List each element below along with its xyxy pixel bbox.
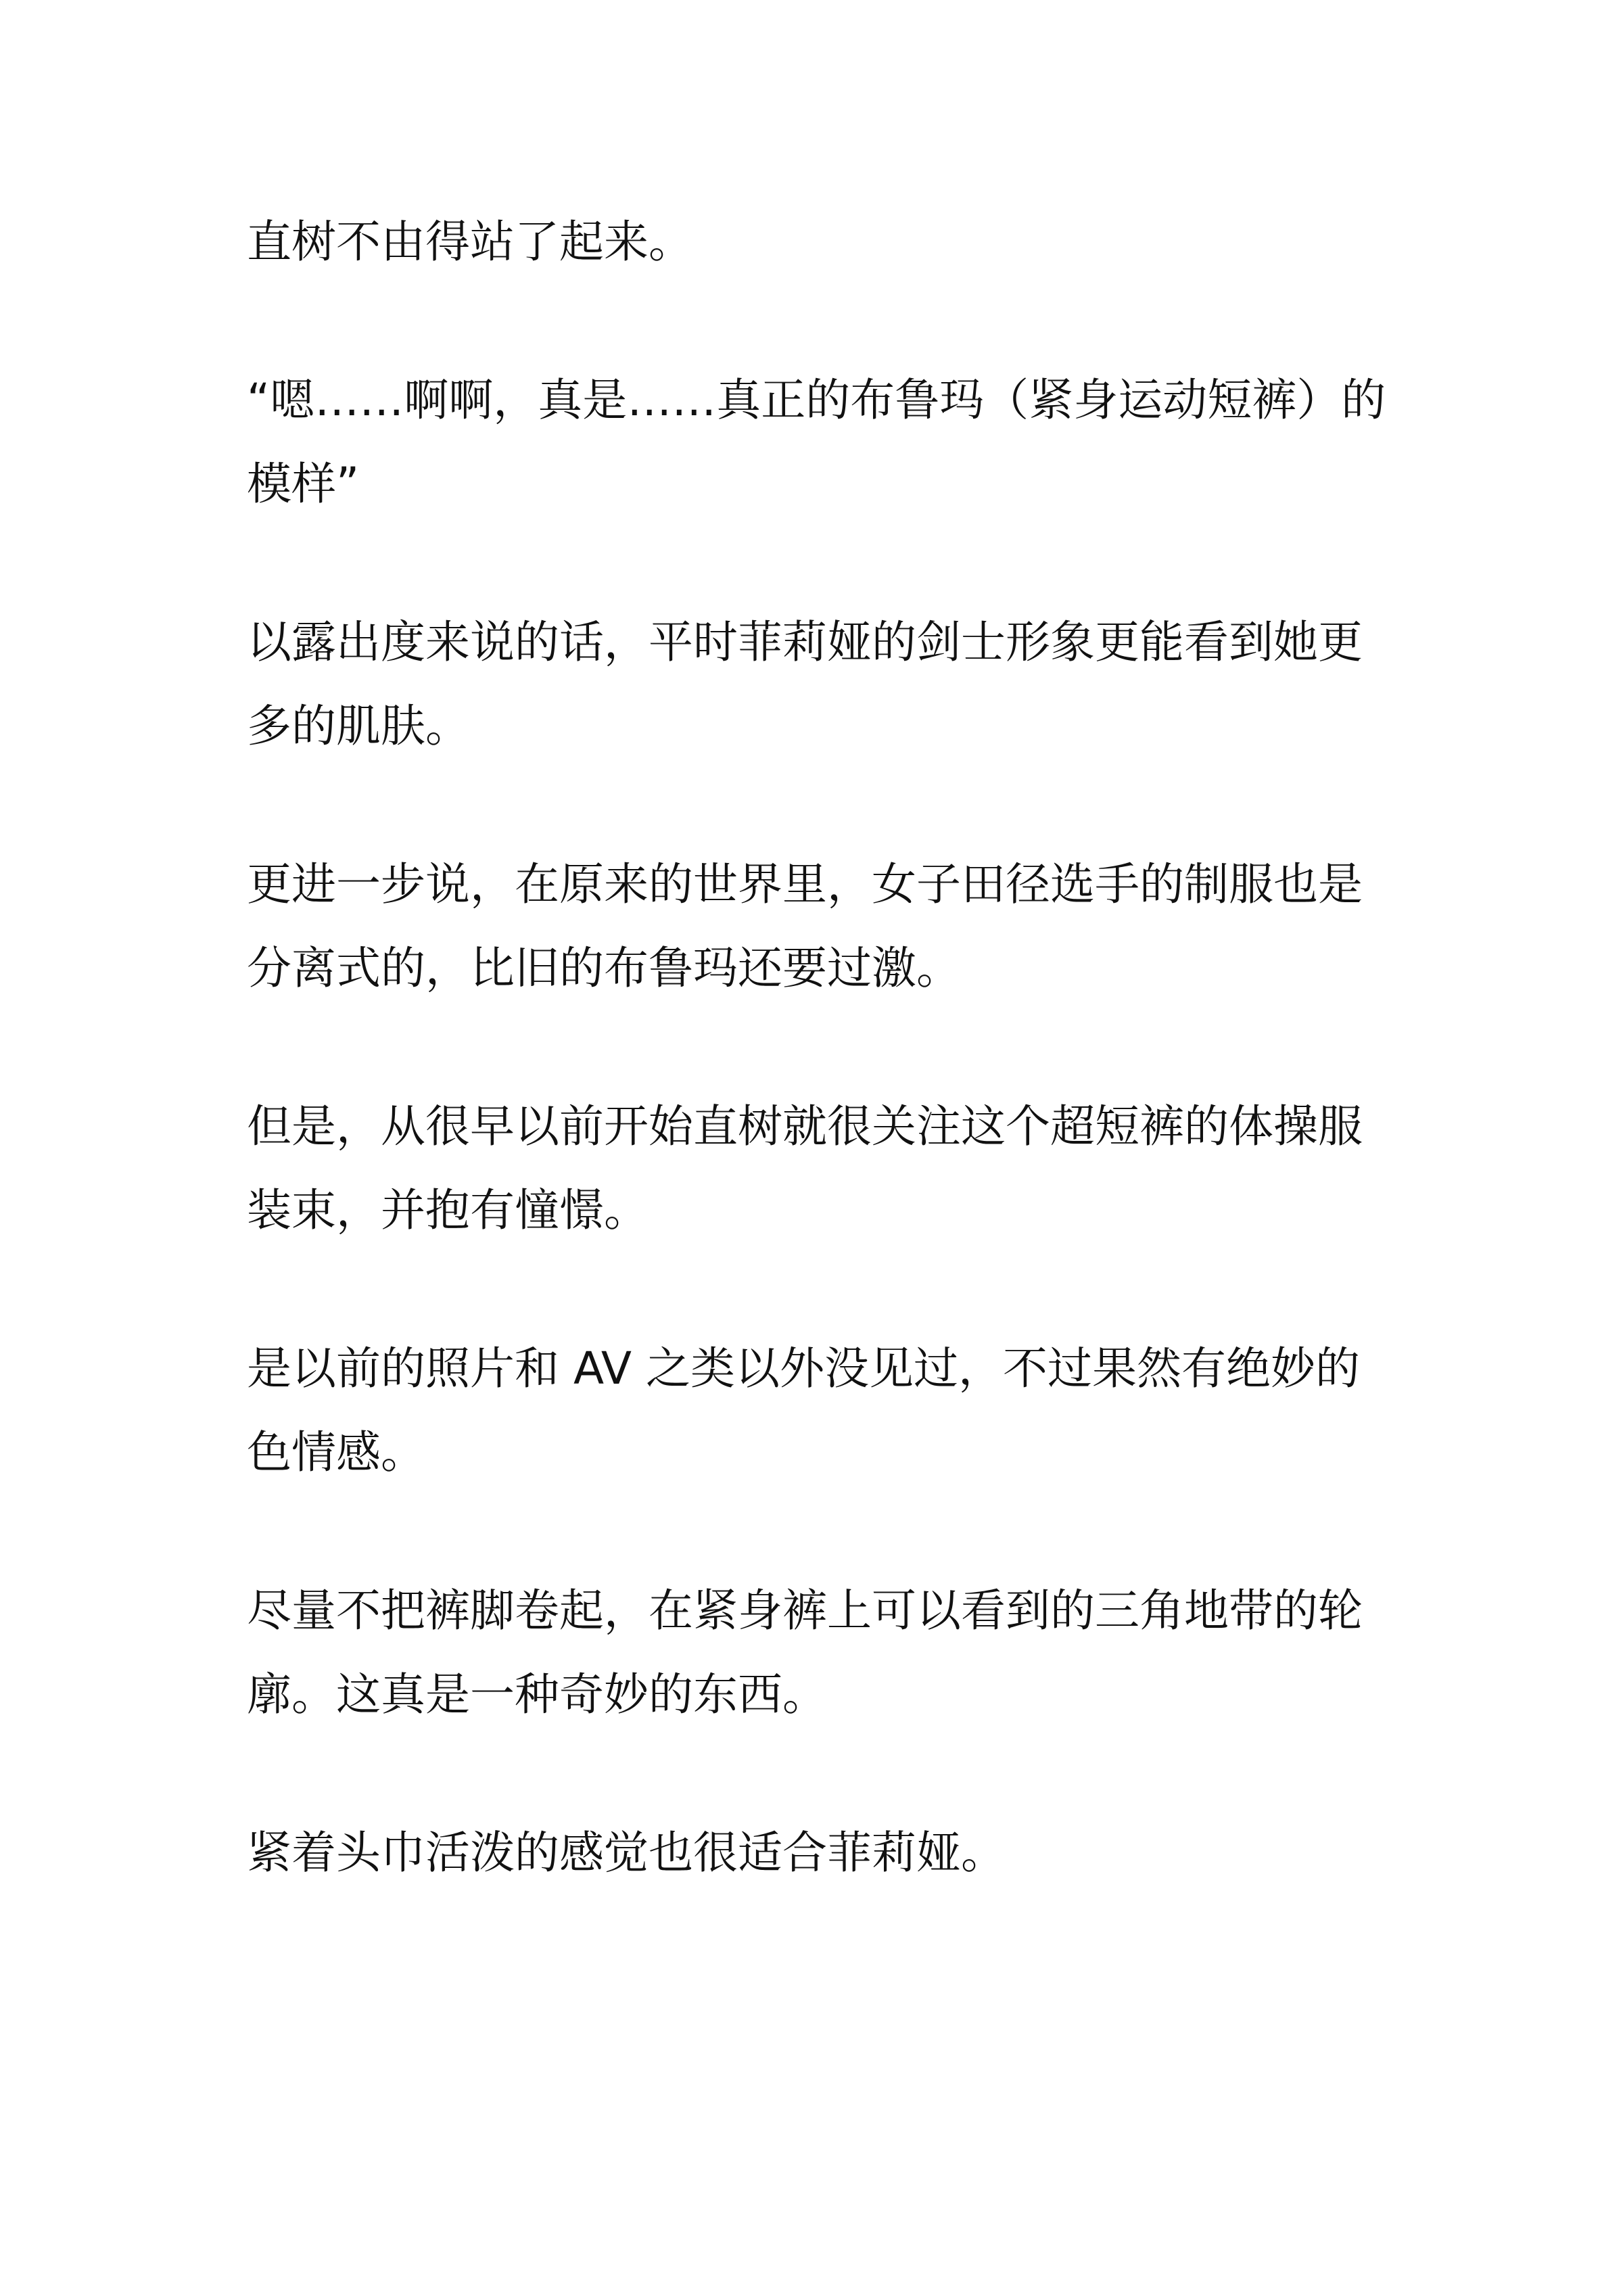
paragraph: 但是，从很早以前开始直树就很关注这个超短裤的体操服装束，并抱有憧憬。 <box>247 1100 1363 1236</box>
paragraph: 更进一步说，在原来的世界里，女子田径选手的制服也是分离式的，比旧的布鲁玛还要过激。 <box>247 858 1363 994</box>
paragraph: 以露出度来说的话，平时菲莉娅的剑士形象更能看到她更多的肌肤。 <box>247 616 1363 752</box>
paragraph: 是以前的照片和 AV 之类以外没见过，不过果然有绝妙的色情感。 <box>247 1342 1361 1478</box>
paragraph: “嗯……啊啊，真是……真正的布鲁玛（紧身运动短裤）的模样” <box>247 374 1386 510</box>
paragraph: 紧着头巾活泼的感觉也很适合菲莉娅。 <box>247 1827 1006 1879</box>
paragraph: 尽量不把裤脚卷起，在紧身裤上可以看到的三角地带的轮廓。这真是一种奇妙的东西。 <box>247 1585 1363 1720</box>
document-body <box>247 200 1396 1969</box>
paragraph: 直树不由得站了起来。 <box>247 216 693 268</box>
